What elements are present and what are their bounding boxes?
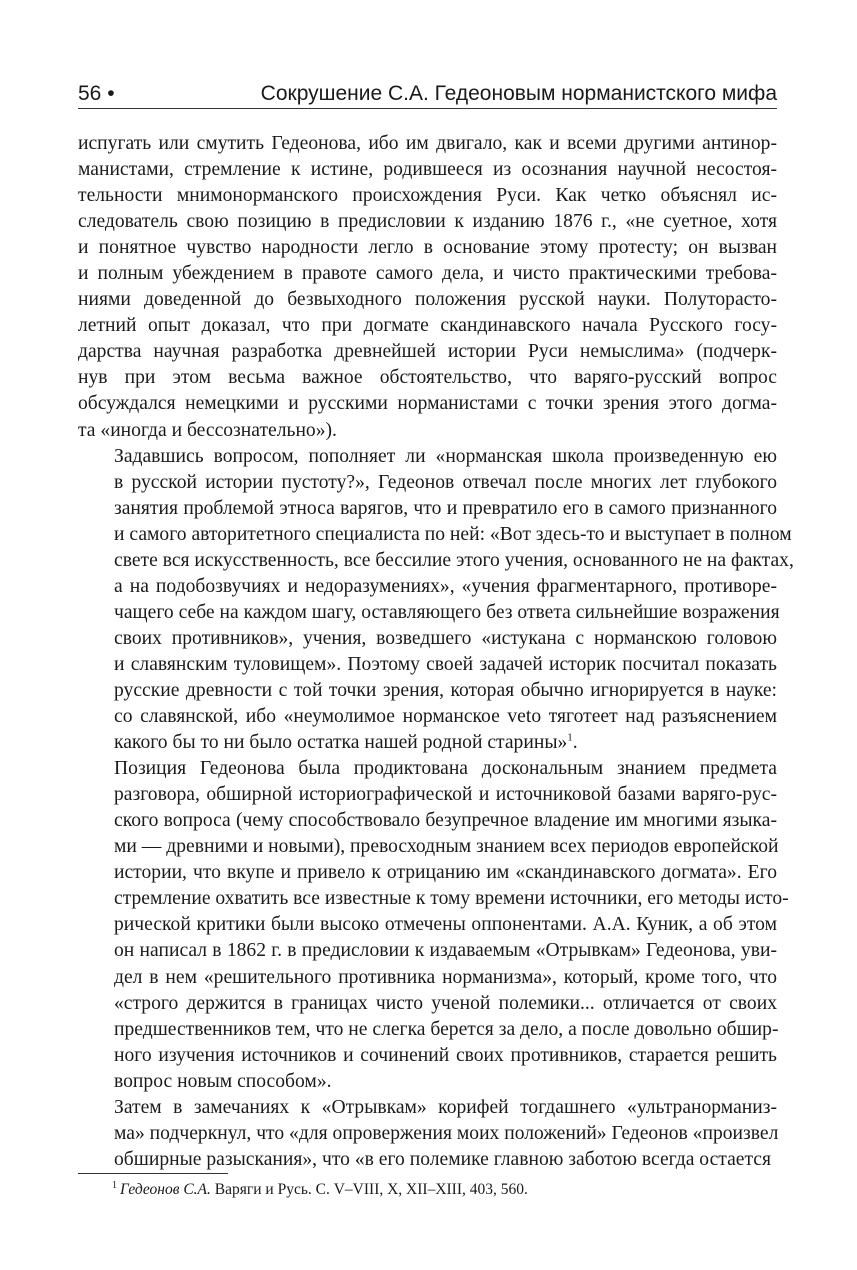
text-line: стремление охватить все известные к тому времени источники, его методы исто- [114, 888, 789, 910]
text-line: ма» подчеркнул, что «для опровержения моих положений» Гедеонов «произвел [114, 1122, 779, 1144]
text-line: испугать или смутить Гедеонова, ибо им двигало, как и всеми другими антинор- [78, 133, 777, 154]
text-line: истории, что вкупе и привело к отрицанию им «скандинавского догмата». Его [114, 862, 777, 884]
text-line: в русской истории пустоту?», Гедеонов отвечал после многих лет глубокого [114, 471, 777, 493]
text-line: обширные разыскания», что «в его полемике главною заботою всегда остается [114, 1148, 771, 1170]
text-line: какого бы то ни было остатка нашей родной старины»$^1$. [114, 731, 578, 754]
text-line: ского вопроса (чему способствовало безупречное владение им многими языка- [114, 810, 777, 832]
text-line: и полным убеждением в правоте самого дела, и чисто практическими требова- [78, 263, 777, 285]
footnote-mark: 1 [112, 1179, 117, 1191]
text-line: дел в нем «решительного противника норманизма», который, кроме того, что [114, 966, 777, 988]
footnote-divider [78, 1173, 228, 1174]
text-line: рической критики были высоко отмечены оппонентами. А.А. Куник, а об этом [114, 914, 777, 936]
text-line: тельности мнимонорманского происхождения Руси. Как четко объяснял ис- [78, 185, 777, 207]
header-divider [78, 108, 777, 109]
text-line: летний опыт доказал, что при догмате скандинавского начала Русского госу- [78, 315, 777, 337]
footnote-author: Гедеонов С.А. [120, 1181, 211, 1198]
text-line: русские древности с той точки зрения, которая обычно игнорируется в науке: [114, 679, 777, 701]
text-line: предшественников тем, что не слегка берется за дело, а после довольно обшир- [114, 1018, 779, 1040]
text-line: занятия проблемой этноса варягов, что и превратило его в самого признанного [114, 497, 777, 519]
text-line: разговора, обширной историографической и источниковой базами варяго-рус- [114, 784, 777, 806]
footnote [112, 1180, 528, 1200]
text-line: обсуждался немецкими и русскими норманистами с точки зрения этого догма- [78, 393, 777, 415]
paragraph [78, 131, 777, 444]
footnote-ref: 1 [567, 731, 573, 744]
footnote-text: Варяги и Русь. С. V–VIII, X, XII–XIII, 403, 560. [210, 1181, 528, 1198]
text-line: Затем в замечаниях к «Отрывкам» корифей тогдашнего «ультранорманиз- [114, 1096, 777, 1118]
text-line: и понятное чувство народности легло в основание этому протесту; он вызван [78, 237, 777, 259]
running-title: Сокрушение С.А. Гедеоновым норманистского мифа [260, 82, 777, 105]
text-line: следователь свою позицию в предисловии к изданию 1876 г., «не суетное, хотя [78, 211, 777, 233]
text-line: Задавшись вопросом, пополняет ли «норманская школа произведенную ею [114, 445, 777, 467]
text-line: ми — древними и новыми), превосходным знанием всех периодов европейской [114, 836, 779, 858]
text-line: со славянской, ибо «неумолимое норманское veto тяготеет над разъяснением [114, 706, 777, 728]
paragraph [78, 1095, 777, 1173]
text-line: чащего себе на каждом шагу, оставляющего без ответа сильнейшие возражения [114, 601, 780, 623]
text-line: он написал в 1862 г. в предисловии к издаваемым «Отрывкам» Гедеонова, уви- [114, 940, 777, 962]
text-line: а на подобозвучиях и недоразумениях», «учения фрагментарного, противоре- [114, 575, 777, 597]
text-line: ниями доведенной до безвыходного положения русской науки. Полуторасто- [78, 289, 777, 311]
text-line: и славянским туловищем». Поэтому своей задачей историк посчитал показать [114, 653, 777, 675]
paragraph [78, 756, 789, 1095]
main-text [78, 131, 794, 1173]
text-line: «строго держится в границах чисто ученой полемики... отличается от своих [114, 992, 777, 1014]
page-number: 56 • [78, 82, 115, 105]
text-line: свете вся искусственность, все бессилие этого учения, основанного не на фактах, [114, 549, 794, 571]
text-line: та «иногда и бессознательно»). [78, 419, 337, 441]
text-line: Позиция Гедеонова была продиктована доскональным знанием предмета [114, 758, 777, 780]
text-line: дарства научная разработка древнейшей истории Руси немыслима» (подчерк- [78, 341, 777, 363]
text-line: и самого авторитетного специалиста по ней: «Вот здесь-то и выступает в полном [114, 523, 792, 545]
text-line: манистами, стремление к истине, родившееся из осознания научной несостоя- [78, 159, 777, 181]
text-line: нув при этом весьма важное обстоятельство, что варяго-русский вопрос [78, 367, 777, 389]
text-line: вопрос новым способом». [114, 1070, 332, 1092]
text-line: ного изучения источников и сочинений своих противников, старается решить [114, 1044, 777, 1066]
page-header [78, 72, 777, 106]
paragraph [78, 444, 794, 757]
text-line: своих противников», учения, возведшего «истукана с норманскою головою [114, 627, 777, 649]
